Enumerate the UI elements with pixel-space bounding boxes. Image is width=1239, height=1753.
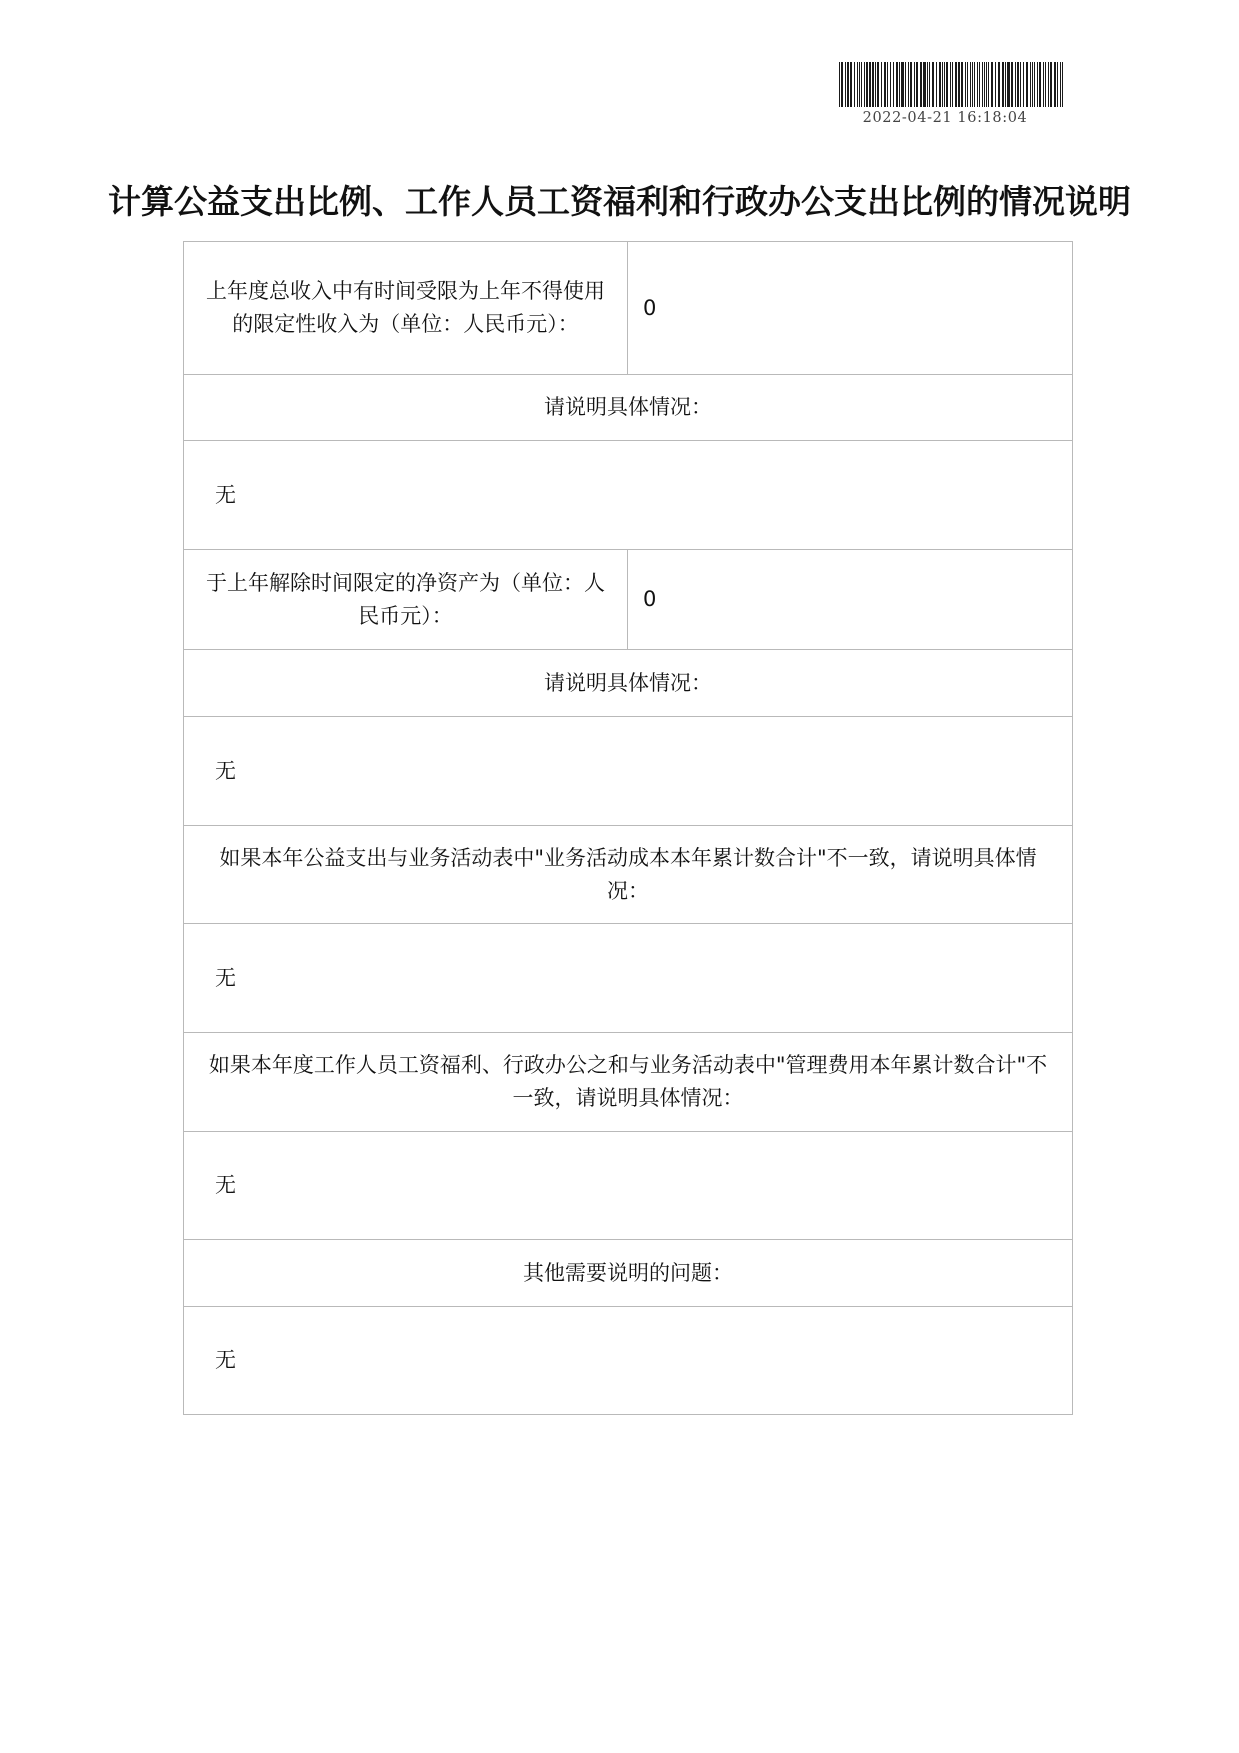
released-net-assets-value: 0: [628, 550, 1073, 650]
barcode-block: [839, 62, 1067, 126]
released-net-assets-label: 于上年解除时间限定的净资产为（单位：人民币元）：: [184, 550, 628, 650]
table-row: [184, 375, 1073, 441]
table-row: [184, 550, 1073, 650]
restricted-income-value: 0: [628, 242, 1073, 375]
table-row: [184, 1033, 1073, 1132]
table-row: [184, 242, 1073, 375]
barcode: [839, 62, 1065, 107]
table-row: [184, 1307, 1073, 1415]
other-issues-prompt: 其他需要说明的问题：: [184, 1240, 1073, 1307]
document-title: 计算公益支出比例、工作人员工资福利和行政办公支出比例的情况说明: [108, 182, 1131, 221]
table-row: [184, 1132, 1073, 1240]
admin-expense-mismatch-answer: 无: [184, 1132, 1073, 1240]
table-row: [184, 924, 1073, 1033]
explanation-table: [183, 241, 1073, 1415]
other-issues-answer: 无: [184, 1307, 1073, 1415]
table-row: [184, 1240, 1073, 1307]
public-welfare-mismatch-prompt: 如果本年公益支出与业务活动表中"业务活动成本本年累计数合计"不一致，请说明具体情况：: [184, 826, 1073, 924]
restricted-income-prompt: 请说明具体情况：: [184, 375, 1073, 441]
barcode-timestamp: 2022-04-21 16:18:04: [862, 110, 1028, 126]
admin-expense-mismatch-prompt: 如果本年度工作人员工资福利、行政办公之和与业务活动表中"管理费用本年累计数合计"不一致，请说明具体情况：: [184, 1033, 1073, 1132]
restricted-income-answer: 无: [184, 441, 1073, 550]
table-row: [184, 717, 1073, 826]
restricted-income-label: 上年度总收入中有时间受限为上年不得使用的限定性收入为（单位：人民币元）：: [184, 242, 628, 375]
public-welfare-mismatch-answer: 无: [184, 924, 1073, 1033]
released-net-assets-prompt: 请说明具体情况：: [184, 650, 1073, 717]
table-row: [184, 826, 1073, 924]
table-row: [184, 650, 1073, 717]
table-row: [184, 441, 1073, 550]
released-net-assets-answer: 无: [184, 717, 1073, 826]
